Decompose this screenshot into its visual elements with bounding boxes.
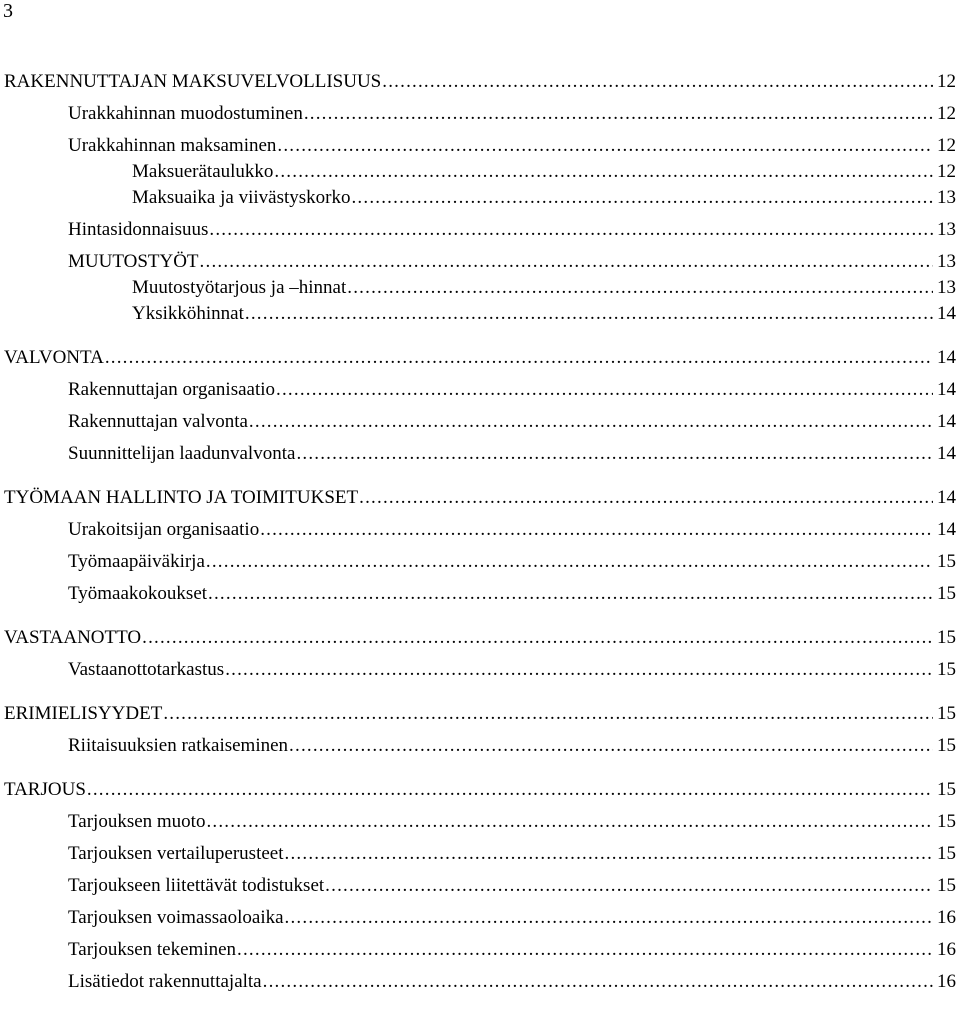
toc-entry-title: VASTAANOTTO (4, 627, 142, 648)
toc-entry-page-number: 13 (937, 251, 956, 272)
toc-entry-page-number: 14 (937, 487, 956, 508)
toc-dot-leader (142, 626, 933, 650)
toc-entry (132, 276, 960, 300)
toc-entry-title: Maksuaika ja viivästyskorko (132, 187, 351, 208)
toc-entry-page-number: 13 (937, 219, 956, 240)
toc-entry (68, 874, 960, 898)
toc-entry (68, 410, 960, 434)
toc-entry-page-number: 14 (937, 303, 956, 324)
toc-entry (132, 302, 960, 326)
toc-entry (68, 810, 960, 834)
toc-dot-leader (249, 410, 933, 434)
toc-dot-leader (347, 276, 933, 300)
toc-entry (68, 250, 960, 274)
toc-dot-leader (245, 302, 933, 326)
toc-entry (68, 734, 960, 758)
toc-entry (4, 346, 960, 370)
toc-dot-leader (208, 582, 933, 606)
toc-dot-leader (277, 134, 933, 158)
toc-entry-title: Tarjouksen muoto (68, 811, 206, 832)
toc-entry (68, 938, 960, 962)
toc-entry (68, 442, 960, 466)
toc-entry (132, 160, 960, 184)
toc-entry (68, 102, 960, 126)
toc-dot-leader (163, 702, 933, 726)
toc-dot-leader (237, 938, 933, 962)
toc-entry-page-number: 12 (937, 135, 956, 156)
toc-entry-title: Hintasidonnaisuus (68, 219, 209, 240)
toc-entry-page-number: 16 (937, 939, 956, 960)
toc-entry-page-number: 12 (937, 161, 956, 182)
toc-entry-title: Muutostyötarjous ja –hinnat (132, 277, 347, 298)
toc-entry-page-number: 14 (937, 411, 956, 432)
toc-entry-title: TYÖMAAN HALLINTO JA TOIMITUKSET (4, 487, 359, 508)
toc-entry (68, 658, 960, 682)
toc-entry-title: Tarjouksen tekeminen (68, 939, 237, 960)
toc-entry-title: TARJOUS (4, 779, 86, 800)
toc-entry (4, 778, 960, 802)
toc-dot-leader (206, 550, 933, 574)
toc-entry-title: Tarjoukseen liitettävät todistukset (68, 875, 325, 896)
toc-entry-page-number: 14 (937, 443, 956, 464)
toc-entry-title: RAKENNUTTAJAN MAKSUVELVOLLISUUS (4, 71, 382, 92)
toc-entry-page-number: 16 (937, 971, 956, 992)
toc-dot-leader (206, 810, 933, 834)
toc-entry-title: ERIMIELISYYDET (4, 703, 163, 724)
toc-entry-title: Vastaanottotarkastus (68, 659, 225, 680)
toc-entry (4, 486, 960, 510)
toc-entry (68, 518, 960, 542)
toc-entry (68, 378, 960, 402)
toc-entry-page-number: 12 (937, 103, 956, 124)
toc-entry-page-number: 13 (937, 277, 956, 298)
toc-dot-leader (105, 346, 933, 370)
toc-entry-page-number: 15 (937, 583, 956, 604)
toc-entry (68, 842, 960, 866)
toc-dot-leader (200, 250, 933, 274)
toc-dot-leader (325, 874, 933, 898)
toc-dot-leader (263, 970, 933, 994)
toc-entry-page-number: 12 (937, 71, 956, 92)
page-number: 3 (3, 0, 13, 22)
toc-entry-title: Yksikköhinnat (132, 303, 244, 324)
toc-entry-title: Urakkahinnan maksaminen (68, 135, 277, 156)
toc-dot-leader (87, 778, 933, 802)
toc-entry (4, 702, 960, 726)
toc-entry-page-number: 15 (937, 875, 956, 896)
toc-dot-leader (359, 486, 933, 510)
toc-entry-title: Rakennuttajan valvonta (68, 411, 248, 432)
toc-dot-leader (304, 102, 933, 126)
toc-entry-page-number: 14 (937, 519, 956, 540)
toc-entry-title: Suunnittelijan laadunvalvonta (68, 443, 296, 464)
toc-dot-leader (276, 378, 933, 402)
toc-entry-title: Rakennuttajan organisaatio (68, 379, 276, 400)
toc-entry-page-number: 13 (937, 187, 956, 208)
toc-entry-page-number: 15 (937, 735, 956, 756)
toc-entry-title: Tarjouksen voimassaoloaika (68, 907, 284, 928)
toc-dot-leader (260, 518, 933, 542)
toc-entry (68, 134, 960, 158)
toc-entry (68, 582, 960, 606)
toc-entry-title: Työmaakokoukset (68, 583, 208, 604)
toc-entry (68, 218, 960, 242)
toc-entry-page-number: 15 (937, 627, 956, 648)
toc-entry-title: Lisätiedot rakennuttajalta (68, 971, 262, 992)
toc-entry-title: Tarjouksen vertailuperusteet (68, 843, 284, 864)
toc-dot-leader (351, 186, 933, 210)
toc-entry-title: Riitaisuuksien ratkaiseminen (68, 735, 289, 756)
toc-entry (132, 186, 960, 210)
toc-entry-page-number: 16 (937, 907, 956, 928)
toc-dot-leader (285, 842, 933, 866)
toc-entry-title: Urakoitsijan organisaatio (68, 519, 260, 540)
toc-dot-leader (225, 658, 933, 682)
toc-entry-page-number: 15 (937, 811, 956, 832)
toc-entry-page-number: 15 (937, 659, 956, 680)
toc-entry-page-number: 14 (937, 347, 956, 368)
toc-entry-title: VALVONTA (4, 347, 104, 368)
toc-entry (4, 626, 960, 650)
toc-dot-leader (382, 70, 933, 94)
toc-entry (4, 70, 960, 94)
toc-entry-title: Urakkahinnan muodostuminen (68, 103, 303, 124)
toc-entry (68, 970, 960, 994)
toc-entry-page-number: 15 (937, 703, 956, 724)
toc-dot-leader (296, 442, 933, 466)
toc-entry-page-number: 15 (937, 843, 956, 864)
toc-dot-leader (274, 160, 933, 184)
toc-dot-leader (285, 906, 933, 930)
toc-entry-page-number: 14 (937, 379, 956, 400)
toc-dot-leader (289, 734, 933, 758)
toc-entry (68, 906, 960, 930)
toc-entry-title: MUUTOSTYÖT (68, 251, 199, 272)
toc-entry-title: Työmaapäiväkirja (68, 551, 205, 572)
toc-entry-page-number: 15 (937, 551, 956, 572)
toc-dot-leader (209, 218, 933, 242)
toc-entry-title: Maksuerätaulukko (132, 161, 274, 182)
toc-entry-page-number: 15 (937, 779, 956, 800)
toc-entry (68, 550, 960, 574)
